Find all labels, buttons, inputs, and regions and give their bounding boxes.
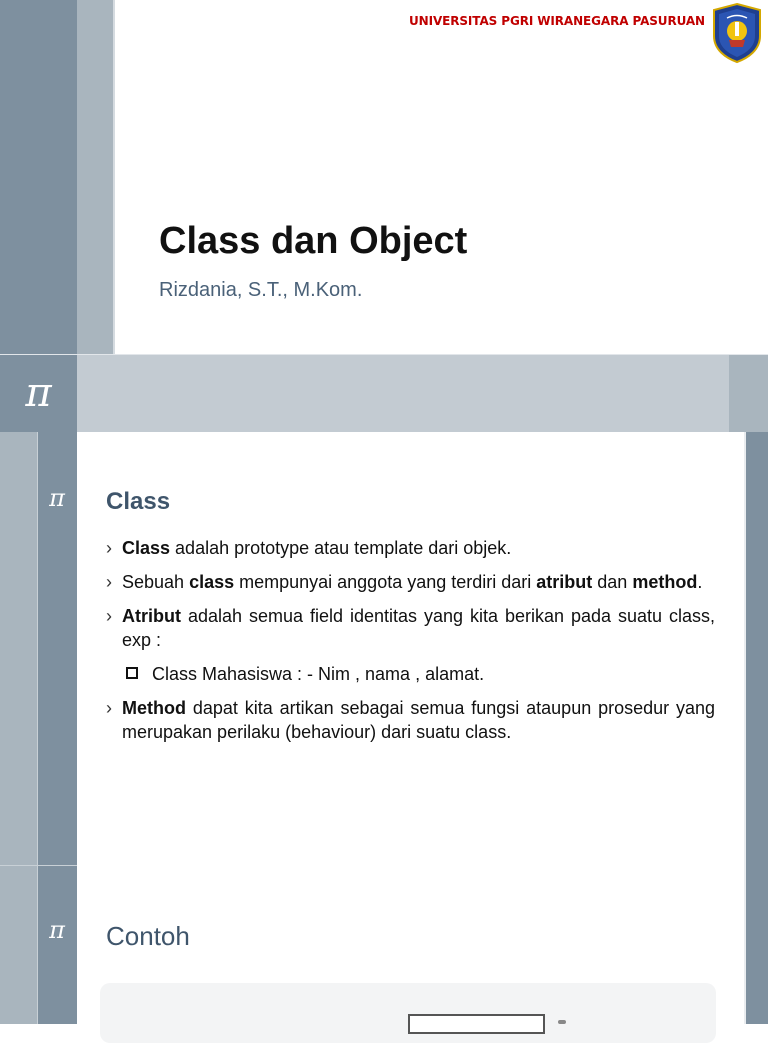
slide-divider — [0, 865, 77, 866]
slide-header-band — [77, 354, 729, 432]
item-text: dapat kita artikan sebagai semua fungsi ataupun prosedur yang merupakan perilaku (behaviour) dari suatu class. — [122, 698, 715, 742]
author-name: Rizdania, S.T., M.Kom. — [159, 279, 363, 301]
item-text: mempunyai anggota yang terdiri dari — [234, 572, 537, 592]
checkbox-bullet-icon — [126, 667, 138, 679]
bullet-marker: › — [106, 698, 112, 718]
item-text: dan — [592, 572, 633, 592]
pi-icon: π — [49, 916, 65, 944]
diagram-connector — [558, 1020, 566, 1024]
bullet-marker: › — [106, 572, 112, 592]
class-definition-list — [106, 536, 715, 754]
title-slide-accent-bar — [77, 0, 115, 354]
university-crest-icon — [710, 2, 764, 64]
class-diagram-box — [408, 1014, 545, 1034]
bold-term: atribut — [536, 572, 593, 592]
content-left-edge — [37, 432, 38, 1024]
list-item — [106, 604, 715, 652]
content-right-bar — [746, 432, 768, 1024]
slide-separator — [0, 354, 768, 355]
bold-term: class — [189, 572, 235, 592]
list-item — [106, 536, 715, 560]
section-heading-contoh: Contoh — [106, 921, 190, 951]
item-text: Sebuah — [122, 572, 190, 592]
bold-term: Method — [122, 698, 186, 718]
pi-icon: π — [25, 370, 52, 416]
presentation-title: Class dan Object — [159, 220, 468, 262]
list-item — [106, 570, 715, 594]
item-text: adalah semua field identitas yang kita berikan pada suatu class, exp : — [122, 606, 715, 650]
bullet-marker: › — [106, 606, 112, 626]
bold-term: method — [632, 572, 698, 592]
content-right-edge — [744, 432, 746, 1024]
university-name: UNIVERSITAS PGRI WIRANEGARA PASURUAN — [409, 14, 705, 28]
sub-list-item — [124, 662, 715, 686]
title-slide-left-bar — [0, 0, 77, 354]
item-text: adalah prototype atau template dari objek. — [170, 538, 512, 558]
example-diagram-card — [100, 983, 716, 1043]
slide-header-right-block — [729, 354, 768, 432]
bold-term: Atribut — [122, 606, 181, 626]
pi-icon: π — [49, 484, 65, 512]
list-item — [106, 696, 715, 744]
content-left-bar — [0, 432, 38, 1024]
bold-term: Class — [122, 538, 171, 558]
section-heading-class: Class — [106, 488, 171, 515]
item-text: Class Mahasiswa : - Nim , nama , alamat. — [152, 664, 485, 684]
bullet-marker: › — [106, 538, 112, 558]
title-slide-edge — [113, 0, 115, 354]
item-text: . — [697, 572, 703, 592]
